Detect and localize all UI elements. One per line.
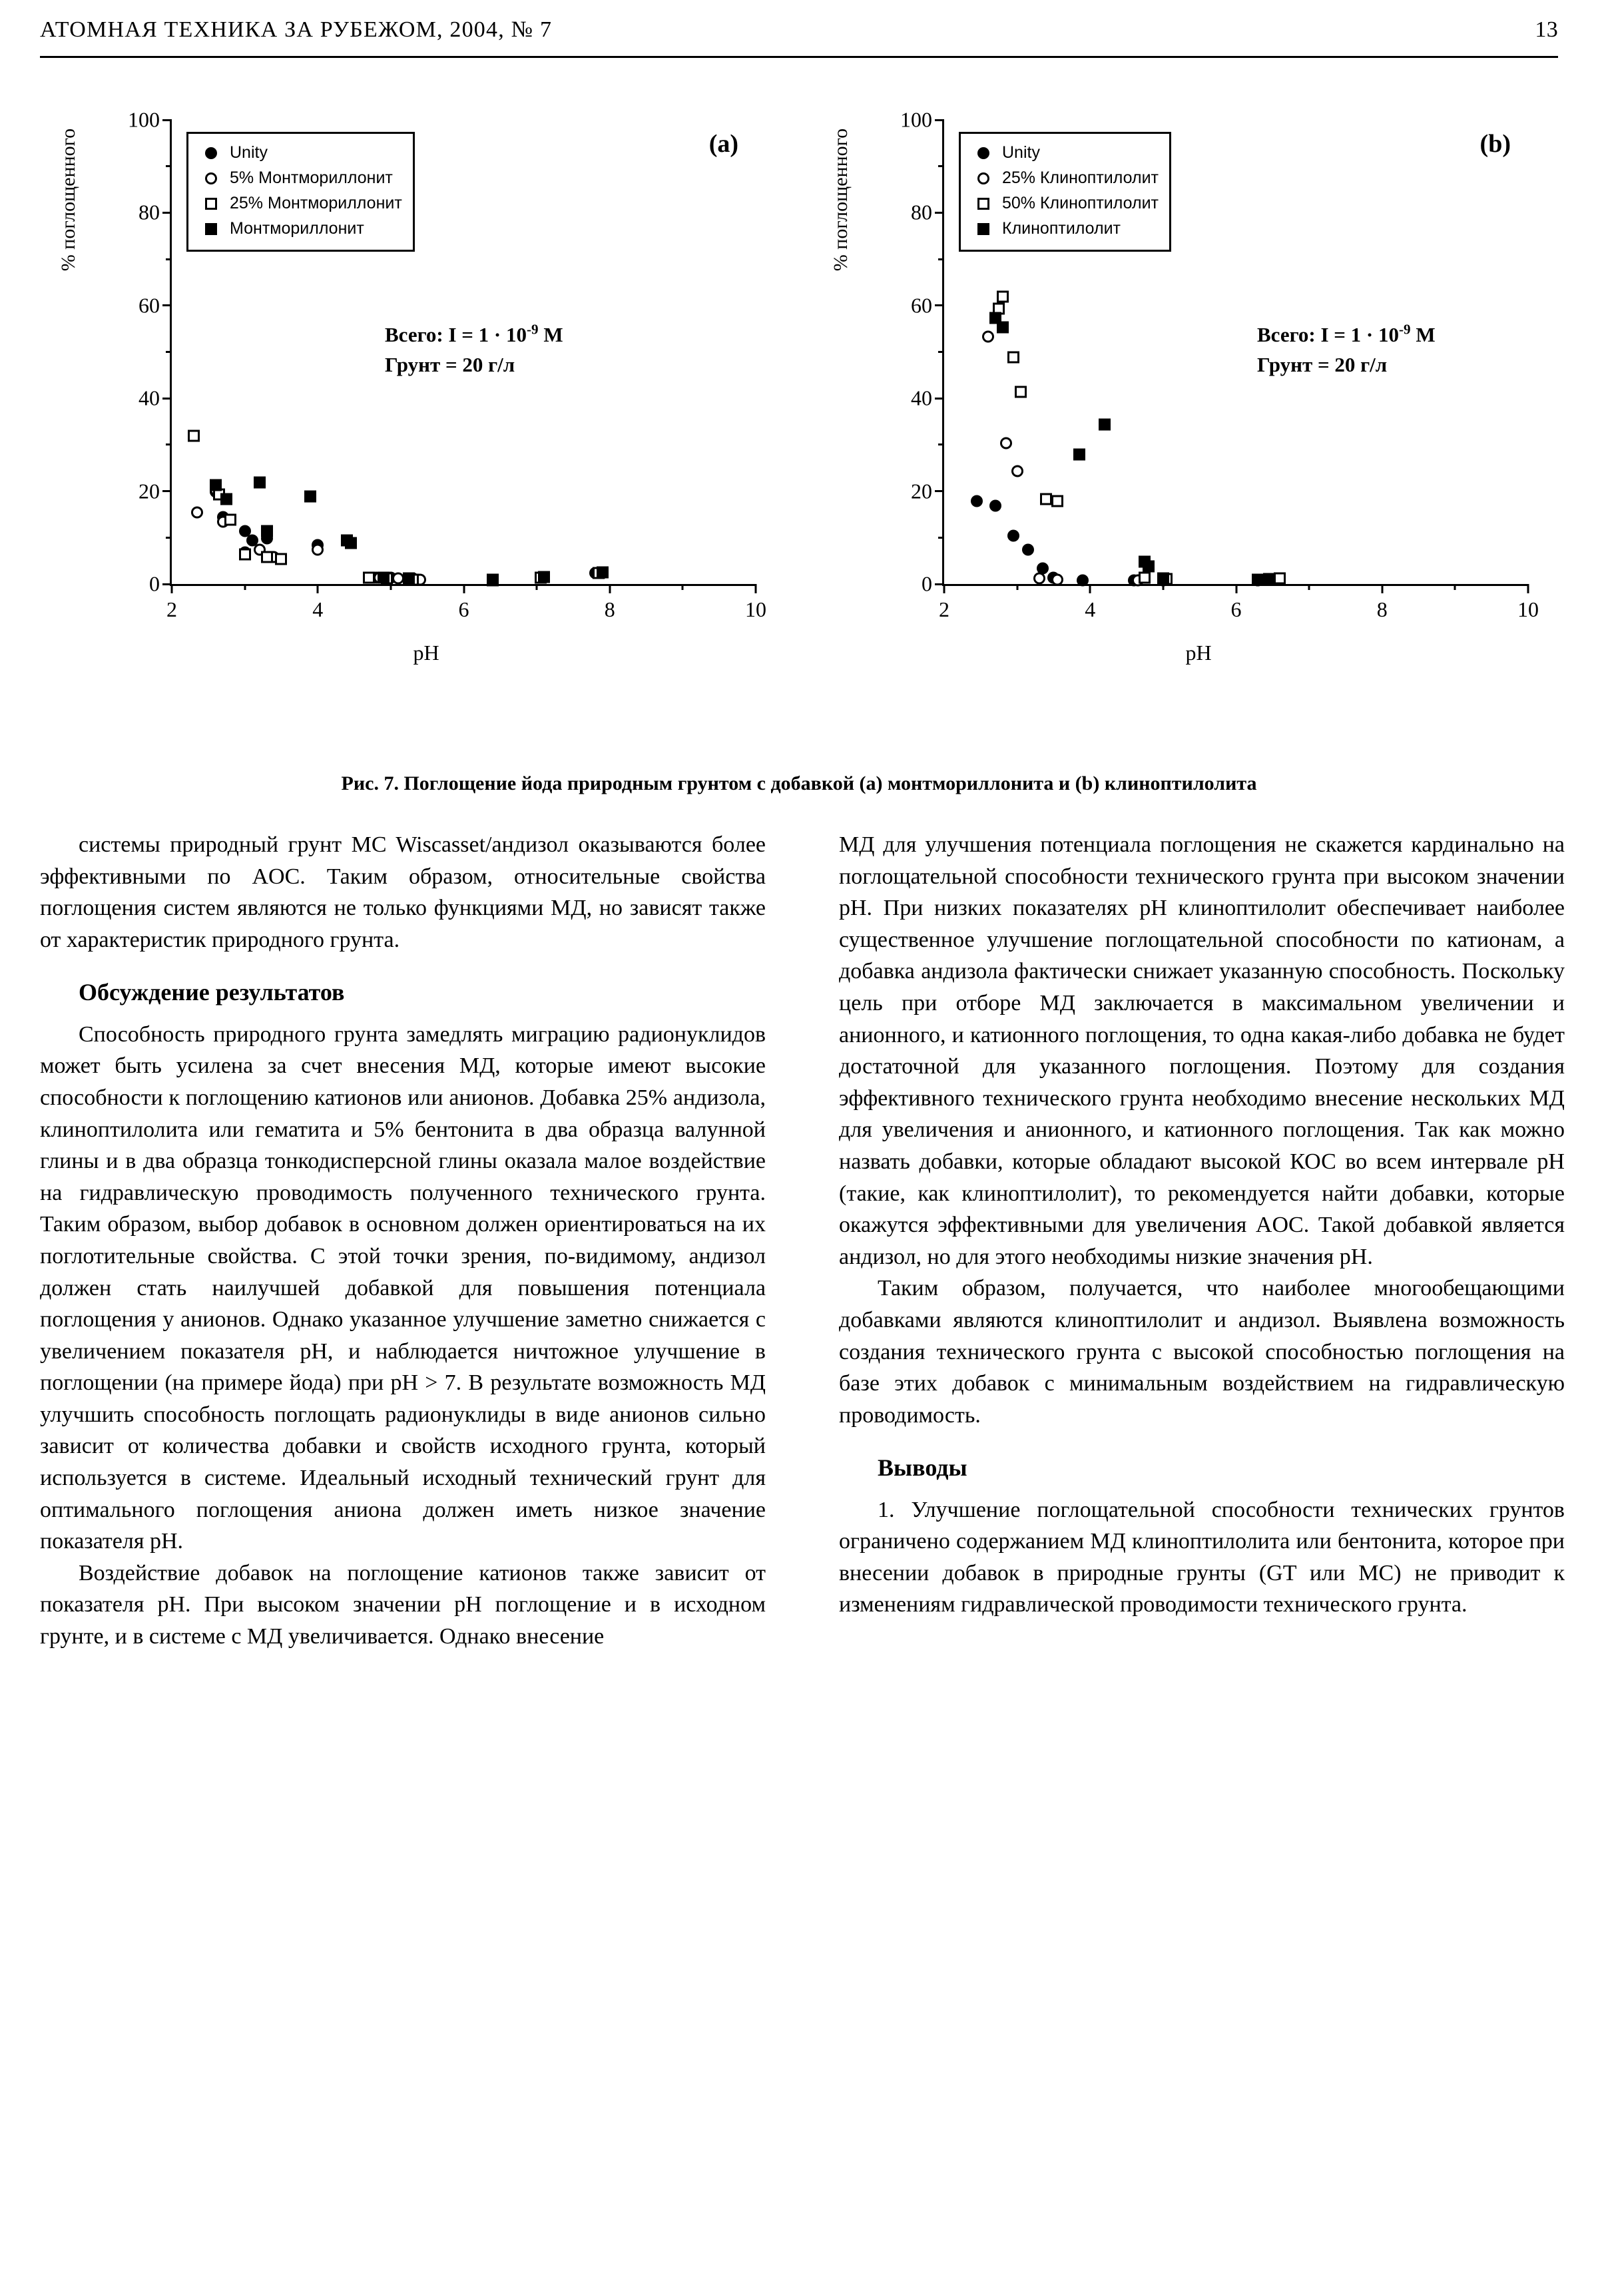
data-point	[1007, 351, 1019, 366]
data-point	[392, 573, 404, 588]
x-tick-b-minor-9	[1452, 584, 1458, 622]
legend-label-a-0: Unity	[230, 143, 268, 162]
x-tick-a-10: 10	[745, 584, 766, 622]
data-point	[1157, 573, 1169, 588]
data-point	[1033, 573, 1045, 588]
plot-area-b	[900, 107, 1539, 621]
y-tick-a-80: 80	[138, 200, 172, 225]
paragraph-r3: 1. Улучшение поглощательной способности технических грунтов ограничено содержанием МД клиноптилолита или бентонита, которое при внесении добавок в природные грунты (GT или MC) не приводит к изменениям гидравлической проводимости технического грунта.	[839, 1497, 1565, 1617]
paragraph-r2: Таким образом, получается, что наиболее многообещающими добавками являются клиноптилолит и андизол. Выявлена возможность создания технического грунта с высокой способностью поглощения на базе этих добавок с минимальным воздействием на гидравлическую проводимость.	[839, 1276, 1565, 1428]
x-tick-a-minor-7	[534, 584, 539, 622]
data-point	[312, 544, 324, 559]
paragraph-r1: МД для улучшения потенциала поглощения не скажется кардинально на поглощательной способности технического грунта при высоком значении pH. При низких показателях pH клиноптилолит обеспечивает наиболее существенное улучшение поглощательной способности по катионам, а добавка андизола фактически снижает указанную способность. Поскольку цель при отборе МД заключается в максимальном увеличении и анионного, и катионного поглощения, то одна какая-либо добавка не будет достаточной для указанного поглощения. Поэтому для создания эффективного технического грунта необходимо внесение нескольких МД для увеличения и анионного, и катионного поглощения. Так как можно назвать добавки, которые обладают высокой КОС во всем интервале pH (такие, как клиноптилолит), то рекомендуется найти добавки, которые окажутся эффективными для увеличения AOC. Такой добавкой является андизол, но для этого необходимы низкие значения pH.	[839, 832, 1565, 1269]
annotation-b: Всего: $I = 1 \cdot 10^{-9}$ М Грунт = 20 г/л	[1257, 322, 1436, 377]
y-tick-b-40: 40	[911, 386, 944, 411]
chart-panel-b	[826, 100, 1571, 686]
data-point	[210, 479, 222, 494]
paragraph-l1: системы природный грунт MC Wiscasset/андизол оказываются более эффективными по AOC. Таким образом, относительные свойства поглощения систем являются не только функциями МД, но зависят также от характеристик природного грунта.	[40, 832, 766, 952]
plot-area-a	[128, 107, 766, 621]
legend-label-b-1: 25% Клиноптилолит	[1002, 168, 1159, 188]
y-tick-a-40: 40	[138, 386, 172, 411]
x-tick-a-6: 6	[459, 584, 469, 622]
legend-label-a-2: 25% Монтмориллонит	[230, 194, 402, 213]
data-point	[261, 551, 273, 566]
legend-label-b-3: Клиноптилолит	[1002, 219, 1121, 238]
y-axis-label-a: % поглощенного	[57, 128, 79, 272]
data-point	[345, 537, 357, 552]
header-rule	[40, 56, 1558, 58]
heading-conclusions: Выводы	[878, 1454, 967, 1482]
data-point	[1015, 386, 1027, 402]
y-tick-b-100: 100	[900, 108, 944, 133]
x-tick-a-8: 8	[605, 584, 615, 622]
figure-7	[40, 100, 1558, 766]
y-tick-b-60: 60	[911, 293, 944, 318]
data-points-b	[944, 120, 1528, 584]
body-columns	[40, 829, 1565, 1653]
data-point	[224, 513, 236, 529]
data-point	[261, 525, 273, 541]
heading-discussion: Обсуждение результатов	[79, 979, 345, 1006]
x-tick-a-minor-9	[680, 584, 685, 622]
y-tick-a-60: 60	[138, 293, 172, 318]
x-tick-b-6: 6	[1231, 584, 1242, 622]
running-head	[40, 17, 1558, 43]
data-point	[1000, 437, 1012, 452]
x-tick-b-minor-3	[1015, 584, 1020, 622]
journal-title: АТОМНАЯ ТЕХНИКА ЗА РУБЕЖОМ, 2004, № 7	[40, 17, 553, 42]
chart-panel-a	[53, 100, 799, 686]
figure-caption: Рис. 7. Поглощение йода природным грунтом с добавкой (a) монтмориллонита и (b) клиноптилолита	[341, 772, 1257, 794]
page-number: 13	[1535, 17, 1558, 42]
y-tick-a-0: 0	[149, 572, 172, 597]
data-point	[989, 499, 1001, 515]
legend-label-a-3: Монтмориллонит	[230, 219, 364, 238]
data-point	[1252, 573, 1264, 589]
right-column	[839, 829, 1565, 1653]
data-point	[1011, 465, 1023, 480]
data-point	[1007, 530, 1019, 545]
y-tick-b-minor-70	[927, 247, 944, 272]
y-tick-b-80: 80	[911, 200, 944, 225]
data-point	[188, 430, 200, 445]
x-tick-a-2: 2	[166, 584, 177, 622]
y-tick-b-minor-90	[927, 154, 944, 178]
annotation-a: Всего: $I = 1 \cdot 10^{-9}$ М Грунт = 20 г/л	[385, 322, 563, 377]
data-point	[1022, 544, 1034, 559]
y-tick-a-minor-10	[154, 525, 172, 550]
y-tick-b-minor-50	[927, 340, 944, 364]
y-axis-label-b: % поглощенного	[830, 128, 852, 272]
data-point	[378, 572, 390, 587]
y-tick-a-minor-50	[154, 340, 172, 364]
data-point	[1040, 493, 1052, 508]
y-tick-a-100: 100	[128, 108, 172, 133]
data-point	[1143, 560, 1155, 575]
y-tick-b-minor-10	[927, 525, 944, 550]
x-tick-b-10: 10	[1517, 584, 1539, 622]
data-point	[191, 507, 203, 522]
y-tick-a-minor-30	[154, 432, 172, 457]
data-point	[1077, 574, 1089, 589]
x-tick-b-minor-7	[1306, 584, 1312, 622]
data-point	[363, 572, 375, 587]
x-axis-label-a: pH	[413, 641, 439, 665]
left-column	[40, 829, 766, 1653]
data-point	[304, 491, 316, 506]
data-point	[982, 330, 994, 346]
x-tick-b-8: 8	[1377, 584, 1388, 622]
panel-letter-a: (a)	[708, 130, 738, 158]
legend-label-b-0: Unity	[1002, 143, 1040, 162]
x-tick-b-4: 4	[1085, 584, 1095, 622]
x-tick-a-minor-3	[242, 584, 248, 622]
data-point	[220, 493, 232, 508]
data-point	[254, 477, 266, 492]
data-point	[1073, 449, 1085, 464]
y-tick-b-minor-30	[927, 432, 944, 457]
y-tick-a-20: 20	[138, 479, 172, 503]
data-point	[1274, 573, 1286, 588]
x-tick-b-2: 2	[939, 584, 949, 622]
data-point	[275, 553, 287, 569]
data-point	[403, 573, 415, 588]
data-point	[1099, 419, 1111, 434]
data-points-a	[172, 120, 756, 584]
data-point	[538, 571, 550, 586]
x-tick-a-minor-5	[388, 584, 394, 622]
data-point	[239, 549, 251, 564]
y-tick-b-20: 20	[911, 479, 944, 503]
data-point	[487, 573, 499, 589]
data-point	[971, 495, 983, 511]
x-tick-b-minor-5	[1161, 584, 1166, 622]
x-tick-a-4: 4	[312, 584, 323, 622]
legend-label-a-1: 5% Монтмориллонит	[230, 168, 393, 188]
data-point	[997, 321, 1009, 336]
y-tick-a-minor-70	[154, 247, 172, 272]
x-axis-label-b: pH	[1185, 641, 1212, 665]
panel-letter-b: (b)	[1479, 130, 1511, 158]
legend-label-b-2: 50% Клиноптилолит	[1002, 194, 1159, 213]
paragraph-l3: Воздействие добавок на поглощение катионов также зависит от показателя pH. При высоком значении pH поглощение и в исходном грунте, и в системе с МД увеличивается. Однако внесение	[40, 1560, 766, 1649]
paragraph-l2: Способность природного грунта замедлять миграцию радионуклидов может быть усилена за счет внесения МД, которые имеют высокие способности к поглощению катионов или анионов. Добавка 25% андизола, клиноптилолита или гематита и 5% бентонита в два образца валунной глины и в два образца тонкодисперсной глины оказала малое воздействие на гидравлическую проводимость полученного технического грунта. Таким образом, выбор добавок в основном должен ориентироваться на их поглотительные свойства. С этой точки зрения, по-видимому, андизол должен стать наилучшей добавкой для повышения потенциала поглощения у анионов. Однако указанное улучшение заметно снижается с увеличением показателя pH, и наблюдается ничтожное улучшение в поглощении (на примере йода) при pH > 7. В результате возможность МД улучшить способность поглощать радионуклиды в виде анионов сильно зависит от количества добавки и свойств исходного грунта, который используется в системе. Идеальный исходный технический грунт для оптимального поглощения аниона должен иметь низкое значение показателя pH.	[40, 1021, 766, 1554]
data-point	[1051, 573, 1063, 589]
data-point	[1051, 495, 1063, 511]
data-point	[1263, 573, 1275, 589]
data-point	[597, 566, 609, 581]
y-tick-b-0: 0	[922, 572, 944, 597]
y-tick-a-minor-90	[154, 154, 172, 178]
